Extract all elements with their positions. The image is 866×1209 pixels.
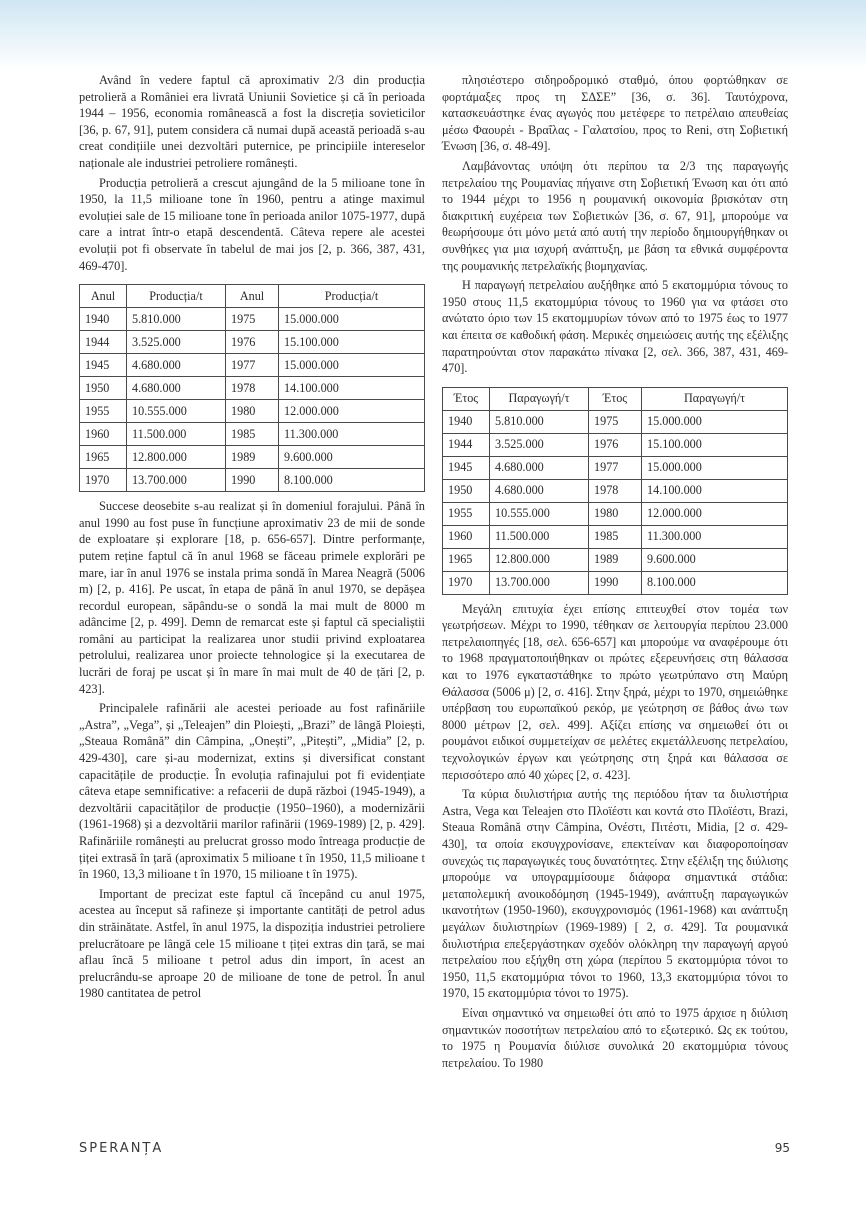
table-cell: 15.000.000: [279, 354, 425, 377]
table-cell: 1940: [443, 410, 490, 433]
column-header: Παραγωγή/τ: [642, 387, 788, 410]
table-cell: 4.680.000: [127, 354, 226, 377]
column-header: Producția/t: [279, 285, 425, 308]
table-row: [80, 400, 425, 423]
table-cell: 14.100.000: [279, 377, 425, 400]
column-header: Παραγωγή/τ: [490, 387, 589, 410]
journal-title: SPERANȚA: [79, 1141, 164, 1156]
table-cell: 12.000.000: [279, 400, 425, 423]
table-cell: 4.680.000: [127, 377, 226, 400]
table-cell: 8.100.000: [642, 571, 788, 594]
table-body: [80, 308, 425, 492]
table-cell: 1944: [443, 433, 490, 456]
table-cell: 1965: [443, 548, 490, 571]
table-cell: 4.680.000: [490, 456, 589, 479]
table-cell: 1950: [80, 377, 127, 400]
table-cell: 1970: [443, 571, 490, 594]
table-cell: 1940: [80, 308, 127, 331]
table-cell: 3.525.000: [490, 433, 589, 456]
table-header-row: [443, 387, 788, 410]
column-header: Anul: [226, 285, 279, 308]
header-band: [0, 0, 866, 70]
table-cell: 15.000.000: [642, 410, 788, 433]
table-cell: 9.600.000: [642, 548, 788, 571]
table-row: [80, 354, 425, 377]
production-table-ro: [79, 284, 425, 492]
table-row: [443, 410, 788, 433]
table-cell: 1955: [80, 400, 127, 423]
table-cell: 1944: [80, 331, 127, 354]
table-row: [443, 502, 788, 525]
table-cell: 1975: [589, 410, 642, 433]
table-cell: 1945: [80, 354, 127, 377]
paragraph: Succese deosebite s-au realizat și în domeniul forajului. Până în anul 1990 au fost puse în funcțiune aproximativ 23 de mii de sonde de exploatare și explorare [18, p. 656-657]. Dintre performanțe, putem reține faptul că în anul 1968 se făceau primele explorări pe mare, iar în anul 1976 se instala prima sondă în Marea Neagră (5006 m) [2, p. 416]. Pe uscat, în etapa de până în anul 1970, se depășea recordul european, săpându-se o sondă la mai mult de 8000 m adâncime [2, p. 499]. Demn de remarcat este și faptul că specialiștii români au participat la realizarea unor studii privind exploatarea petrolului, realizarea unor proiecte tehnologice și la executarea de lucrări de foraj pe uscat și în mare în mai mult de 40 de țări [2, p. 423].: [79, 499, 425, 696]
table-cell: 1985: [589, 525, 642, 548]
table-row: [443, 525, 788, 548]
table-cell: 15.000.000: [279, 308, 425, 331]
table-cell: 5.810.000: [490, 410, 589, 433]
table-row: [80, 377, 425, 400]
column-header: Producția/t: [127, 285, 226, 308]
column-header: Έτος: [589, 387, 642, 410]
table-row: [80, 446, 425, 469]
table-cell: 15.100.000: [279, 331, 425, 354]
table-cell: 1960: [80, 423, 127, 446]
table-cell: 1980: [226, 400, 279, 423]
table-cell: 1960: [443, 525, 490, 548]
paragraph: Είναι σημαντικό να σημειωθεί ότι από το 1975 άρχισε η διύλιση σημαντικών ποσοτήτων πετρελαίου από το εξωτερικό. Ως εκ τούτου, το 1975 η Ρουμανία διύλισε συνολικά 20 εκατομμύρια τόνους πετρελαίου. Το 1980: [442, 1005, 788, 1070]
table-cell: 1950: [443, 479, 490, 502]
column-header: Έτος: [443, 387, 490, 410]
table-cell: 10.555.000: [127, 400, 226, 423]
table-cell: 9.600.000: [279, 446, 425, 469]
table-row: [443, 571, 788, 594]
table-row: [80, 331, 425, 354]
table-cell: 1989: [589, 548, 642, 571]
table-cell: 13.700.000: [127, 469, 226, 492]
greek-column: [442, 72, 788, 1071]
table-row: [443, 548, 788, 571]
table-cell: 1976: [589, 433, 642, 456]
table-cell: 1955: [443, 502, 490, 525]
table-cell: 11.500.000: [490, 525, 589, 548]
paragraph: Important de precizat este faptul că începând cu anul 1975, acestea au început să rafineze și importante cantități de petrol adus din străinătate. Astfel, în anul 1975, la dispoziția industriei petroliere prelucrătoare pe lângă cele 15 milioane t țiței extras din țară, se mai aflau încă 5 milioane t petrol adus din import, în acest an prelucrându-se aproape 20 de milioane de tone de petrol. În anul 1980 cantitatea de petrol: [79, 886, 425, 1001]
table-body: [443, 410, 788, 594]
table-cell: 1965: [80, 446, 127, 469]
table-cell: 15.100.000: [642, 433, 788, 456]
table-cell: 4.680.000: [490, 479, 589, 502]
column-header: Anul: [80, 285, 127, 308]
table-cell: 11.500.000: [127, 423, 226, 446]
table-row: [80, 469, 425, 492]
paragraph: Τα κύρια διυλιστήρια αυτής της περιόδου ήταν τα διυλιστήρια Astra, Vega και Teleajen στο Πλοϊέστι και κοντά στο Πλοϊέστι, Brazi, Steaua Română στην Câmpina, Ονέστι, Πιτέστι, Midia, [2 σ. 429-430], τα οποία εκσυγχρονίσανε, επεκτείναν και διαφοροποίησαν συνεχώς τις παραγωγικές τους δυνατότητες. Στην εξέλιξη της διύλισης μπορούμε να υπογραμμίσουμε διάφορα σημαντικά στάδια: μεταπολεμική ανοικοδόμηση (1945-1949), ανάπτυξη παραγωγικών ικανοτήτων (1950-1960), εκσυγχρονισμός (1961-1968) και ανάπτυξη μεγάλων διυλιστηρίων (1969-1989) [ 2, σ. 429]. Τα ρουμανικά διυλιστήρια επεξεργάστηκαν σχεδόν ολόκληρη την παραγωγή αργού πετρελαίου που εξήχθη στη χώρα (περίπου 5 εκατομμύρια τόνοι το 1950, 11,5 εκατομμύρια τόνοι το 1960, 13,3 εκατομμύρια τόνοι το 1970, 15 εκατομμύρια τόνοι το 1975).: [442, 787, 788, 1001]
table-cell: 15.000.000: [642, 456, 788, 479]
table-cell: 11.300.000: [642, 525, 788, 548]
table-cell: 10.555.000: [490, 502, 589, 525]
table-cell: 1990: [226, 469, 279, 492]
table-cell: 12.000.000: [642, 502, 788, 525]
romanian-column: [79, 72, 425, 1002]
table-row: [80, 308, 425, 331]
table-cell: 12.800.000: [127, 446, 226, 469]
table-cell: 1978: [226, 377, 279, 400]
production-table-el: [442, 387, 788, 595]
table-header-row: [80, 285, 425, 308]
table-cell: 12.800.000: [490, 548, 589, 571]
table-row: [443, 456, 788, 479]
table-cell: 1977: [226, 354, 279, 377]
table-cell: 1989: [226, 446, 279, 469]
paragraph: πλησιέστερο σιδηροδρομικό σταθμό, όπου φορτώθηκαν σε φορτάμαξες προς τη ΣΔΣΕ” [36, σ. 36]. Ταυτόχρονα, κατασκευάστηκε ένας αγωγός που μετέφερε το πετρέλαιο απευθείας μέσω Φαουρέι - Βραΐλας - Γαλατσίου, προς το Reni, στη Σοβιετική Ένωση [36, σ. 48-49].: [442, 73, 788, 154]
table-cell: 3.525.000: [127, 331, 226, 354]
table-cell: 5.810.000: [127, 308, 226, 331]
paragraph: Η παραγωγή πετρελαίου αυξήθηκε από 5 εκατομμύρια τόνους το 1950 στους 11,5 εκατομμύρια τόνους το 1960 για να φτάσει στο ανώτατο όριο των 15 εκατομμυρίων τόνων από το 1975 έως το 1977 και έπειτα σε καθοδική φάση. Μερικές σημειώσεις αυτής της εξέλιξης παρατηρούνται στον παρακάτω πίνακα [2, σελ. 366, 387, 431, 469-470].: [442, 278, 788, 376]
table-cell: 1990: [589, 571, 642, 594]
table-cell: 13.700.000: [490, 571, 589, 594]
table-cell: 8.100.000: [279, 469, 425, 492]
table-cell: 11.300.000: [279, 423, 425, 446]
table-row: [443, 433, 788, 456]
table-cell: 1975: [226, 308, 279, 331]
paragraph: Producția petrolieră a crescut ajungând de la 5 milioane tone în 1950, la 11,5 milioane tone în 1960, pentru a atinge maximul evoluției sale de 15 milioane tone în perioada anilor 1075-1977, după care a intrat într-o etapă descendentă. Câteva repere ale acestei evoluții pot fi observate în tabelul de mai jos [2, p. 366, 387, 431, 469-470].: [79, 175, 425, 273]
paragraph: Principalele rafinării ale acestei perioade au fost rafinăriile „Astra”, „Vega”, și „Teleajen” din Ploiești, „Brazi” de lângă Ploiești, „Steaua Română” din Câmpina, „Onești”, „Pitești”, „Midia” [2, p. 429-430], care și-au modernizat, extins și diversificat constant capacitățile de producție. În evoluția rafinajului pot fi evidențiate câteva etape semnificative: a refacerii de după război (1945-1949), a dezvoltării capacităților de producție (1950–1960), a modernizării (1961-1968) și a dezvoltării marilor rafinării (1969-1989) [2, p. 429]. Rafinăriile românești au prelucrat grosso modo întreaga producție de țiței extrasă în țară (aproximatix 5 milioane t în 1950, 11,5 milioane t în 1960, 13,3 milioane t în 1970, 15 milioane t în 1975).: [79, 701, 425, 882]
paragraph: Λαμβάνοντας υπόψη ότι περίπου τα 2/3 της παραγωγής πετρελαίου της Ρουμανίας πήγαινε στη Σοβιετική Ένωση και ότι από το 1944 μέχρι το 1956 η ρουμανική οικονομία βρισκόταν στη διακριτική ευχέρεια των Σοβιετικών [36, σ. 67, 91], μπορούμε να θεωρήσουμε ότι μόνο μετά από αυτή την περίοδο δημιουργήθηκαν οι συνθήκες για μια ισχυρή ανάπτυξη, με βάση τα εθνικά συμφέροντα της ρουμανικής πετρελαϊκής βιομηχανίας.: [442, 158, 788, 273]
table-row: [443, 479, 788, 502]
page-number: 95: [774, 1141, 790, 1155]
table-cell: 1976: [226, 331, 279, 354]
table-row: [80, 423, 425, 446]
table-cell: 1978: [589, 479, 642, 502]
paragraph: Având în vedere faptul că aproximativ 2/3 din producția petrolieră a României era livrată Uniunii Sovietice și că în perioada 1944 – 1956, economia românească a fost la discreția sovieticilor [36, p. 67, 91], putem considera că numai după această perioadă s-au creat condițiile unei dezvoltări puternice, pe principiile intereselor naționale ale industriei petroliere românești.: [79, 73, 425, 170]
table-cell: 1945: [443, 456, 490, 479]
table-cell: 14.100.000: [642, 479, 788, 502]
paragraph: Μεγάλη επιτυχία έχει επίσης επιτευχθεί στον τομέα των γεωτρήσεων. Μέχρι το 1990, τέθηκαν σε λειτουργία περίπου 23.000 πετρελαιοπηγές [18, σελ. 656-657] και μπορούμε να αναφέρουμε ότι το 1968 πραγματοποιήθηκαν οι πρώτες εξερευνήσεις στη θάλασσα και το 1976 εγκαταστάθηκε το πρώτο γεωτρύπανο στη Μαύρη Θάλασσα (5006 μ) [2, σ. 416]. Στην ξηρά, μέχρι το 1970, σημειώθηκε υπέρβαση του ευρωπαϊκού ρεκόρ, με γεώτρηση σε βάθος άνω των 8000 μέτρων [2, σελ. 499]. Αξίζει επίσης να σημειωθεί ότι οι ρουμάνοι ειδικοί συμμετείχαν σε μελέτες εκμετάλλευσης πετρελαίου, τεχνολογικών έργων και γεώτρησης στη ξηρά και θάλασσα σε περισσότερο από 40 χώρες [2, σ. 423].: [442, 601, 788, 782]
table-cell: 1970: [80, 469, 127, 492]
table-cell: 1980: [589, 502, 642, 525]
table-cell: 1985: [226, 423, 279, 446]
table-cell: 1977: [589, 456, 642, 479]
